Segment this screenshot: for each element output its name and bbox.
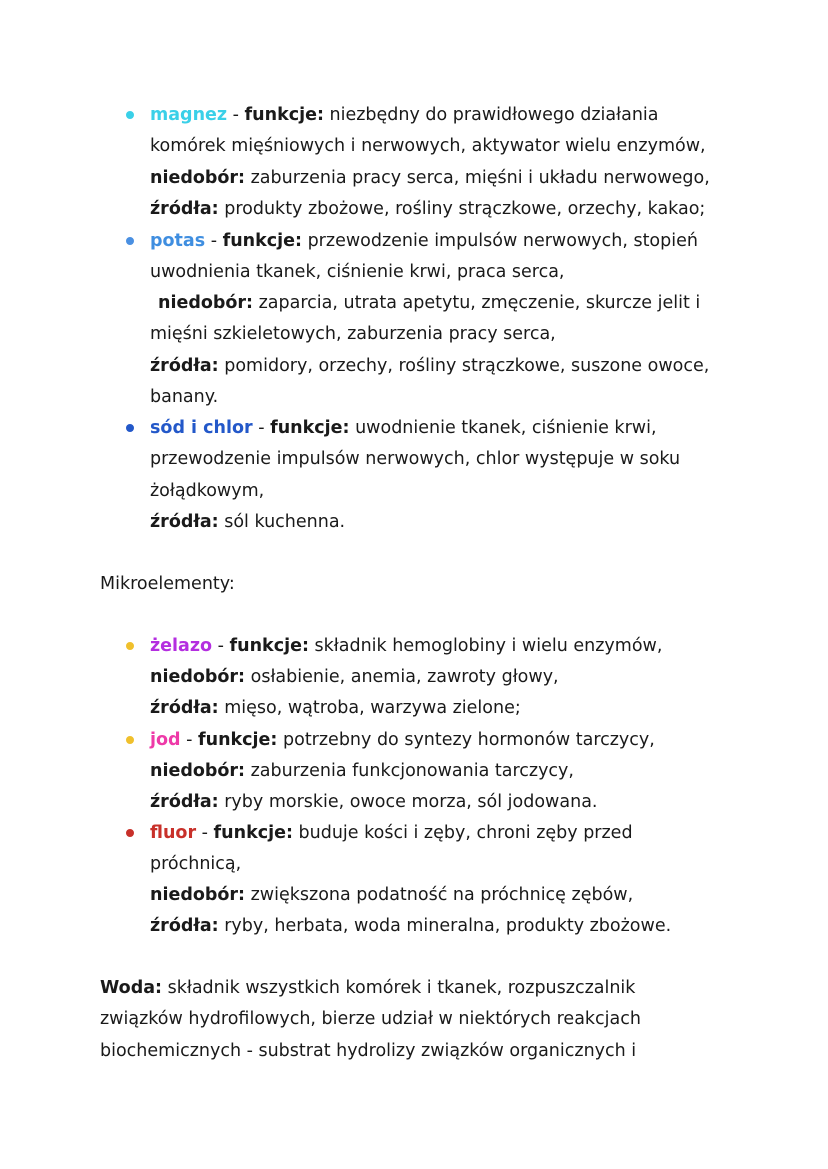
magnez-line-1: magnez - funkcje: niezbędny do prawidłowego działania — [150, 105, 659, 125]
woda-line-3: biochemicznych - substrat hydrolizy związków organicznych i — [100, 1041, 637, 1061]
potas-name: potas — [150, 231, 206, 251]
zelazo-name: żelazo — [150, 636, 213, 656]
jod-line-1: jod - funkcje: potrzebny do syntezy hormonów tarczycy, — [150, 730, 655, 750]
woda-line-2: związków hydrofilowych, bierze udział w niektórych reakcjach — [100, 1009, 641, 1029]
bullet-fluor — [126, 829, 134, 837]
magnez-niedobor: niedobór: zaburzenia pracy serca, mięśni i układu nerwowego, — [150, 168, 710, 188]
sod-zrodla: źródła: sól kuchenna. — [150, 512, 346, 532]
sod-line-2: przewodzenie impulsów nerwowych, chlor występuje w soku — [150, 449, 681, 469]
sod-name: sód i chlor — [150, 418, 253, 438]
bullet-potas — [126, 237, 134, 245]
sod-line-3: żołądkowym, — [150, 481, 265, 501]
sod-line-1: sód i chlor - funkcje: uwodnienie tkanek, ciśnienie krwi, — [150, 418, 657, 438]
magnez-zrodla: źródła: produkty zbożowe, rośliny strączkowe, orzechy, kakao; — [150, 199, 706, 219]
fluor-line-1: fluor - funkcje: buduje kości i zęby, chroni zęby przed — [150, 823, 633, 843]
fluor-line-2: próchnicą, — [150, 854, 242, 874]
potas-line-1: potas - funkcje: przewodzenie impulsów nerwowych, stopień — [150, 231, 698, 251]
mikroelementy-heading: Mikroelementy: — [100, 574, 235, 594]
woda-label: Woda: — [100, 978, 163, 998]
zelazo-niedobor: niedobór: osłabienie, anemia, zawroty głowy, — [150, 667, 559, 687]
potas-zrodla-2: banany. — [150, 387, 219, 407]
potas-niedobor: niedobór: zaparcia, utrata apetytu, zmęczenie, skurcze jelit i — [158, 293, 701, 313]
bullet-zelazo — [126, 642, 134, 650]
fluor-name: fluor — [150, 823, 197, 843]
bullet-jod — [126, 736, 134, 744]
bullet-sod — [126, 424, 134, 432]
zelazo-zrodla: źródła: mięso, wątroba, warzywa zielone; — [150, 698, 521, 718]
fluor-zrodla: źródła: ryby, herbata, woda mineralna, produkty zbożowe. — [150, 916, 672, 936]
jod-niedobor: niedobór: zaburzenia funkcjonowania tarczycy, — [150, 761, 574, 781]
potas-line-2: uwodnienia tkanek, ciśnienie krwi, praca serca, — [150, 262, 565, 282]
woda-line-1: Woda: składnik wszystkich komórek i tkanek, rozpuszczalnik — [100, 978, 636, 998]
fluor-niedobor: niedobór: zwiększona podatność na próchnicę zębów, — [150, 885, 634, 905]
bullet-magnez — [126, 111, 134, 119]
jod-name: jod — [150, 730, 181, 750]
magnez-line-2: komórek mięśniowych i nerwowych, aktywator wielu enzymów, — [150, 136, 706, 156]
magnez-name: magnez — [150, 105, 228, 125]
jod-zrodla: źródła: ryby morskie, owoce morza, sól jodowana. — [150, 792, 598, 812]
potas-niedobor-2: mięśni szkieletowych, zaburzenia pracy serca, — [150, 324, 556, 344]
potas-zrodla: źródła: pomidory, orzechy, rośliny strączkowe, suszone owoce, — [150, 356, 710, 376]
zelazo-line-1: żelazo - funkcje: składnik hemoglobiny i wielu enzymów, — [150, 636, 663, 656]
